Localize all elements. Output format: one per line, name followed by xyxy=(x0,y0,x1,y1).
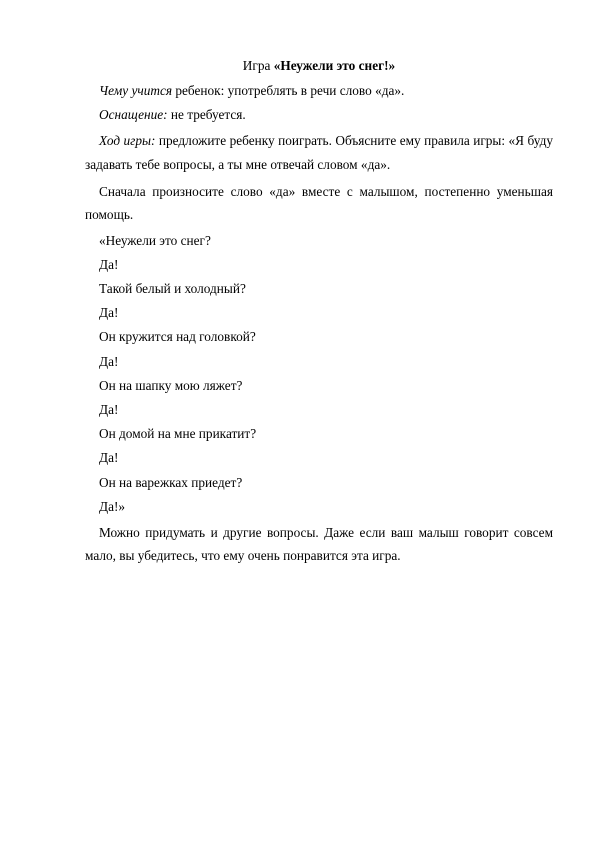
dialogue-line: «Неужели это снег? xyxy=(99,232,211,248)
game-title xyxy=(85,56,553,75)
instruction-paragraph: Сначала произносите слово «да» вместе с малышом, постепенно уменьшая помощь. xyxy=(85,184,553,223)
title-name: «Неужели это снег!» xyxy=(273,58,396,73)
equipment-label: Оснащение: xyxy=(99,107,168,123)
goal-label: Чему учится xyxy=(99,83,173,98)
dialogue-line: Он на шапку мою ляжет? xyxy=(99,377,243,393)
dialogue-line: Он кружится над головкой? xyxy=(99,329,256,345)
procedure-paragraph xyxy=(85,129,553,176)
dialogue-line: Он домой на мне прикатит? xyxy=(99,426,257,442)
dialogue-line: Он на варежках приедет? xyxy=(99,474,243,490)
procedure-label: Ход игры: xyxy=(99,133,156,149)
dialogue-line: Такой белый и холодный? xyxy=(99,281,246,296)
conclusion-paragraph: Можно придумать и другие вопросы. Даже если ваш малыш говорит совсем мало, вы убедитесь, что ему очень понравится эта игра. xyxy=(85,525,553,564)
dialogue-line: Да! xyxy=(99,450,119,466)
document-body xyxy=(85,56,553,572)
dialogue-line: Да! xyxy=(99,402,119,418)
dialogue-line: Да!» xyxy=(99,498,126,514)
goal-paragraph xyxy=(85,81,553,100)
goal-text: ребенок: употреблять в речи слово «да». xyxy=(172,83,405,98)
dialogue-line: Да! xyxy=(99,256,119,272)
equipment-paragraph xyxy=(85,105,553,124)
dialogue-line: Да! xyxy=(99,305,119,321)
dialogue-line: Да! xyxy=(99,353,119,369)
procedure-text: предложите ребенку поиграть. Объясните ему правила игры: «Я буду задавать тебе вопросы, а ты мне отвечай словом «да». xyxy=(85,133,553,172)
title-prefix: Игра xyxy=(242,58,274,73)
equipment-text: не требуется. xyxy=(167,107,246,123)
